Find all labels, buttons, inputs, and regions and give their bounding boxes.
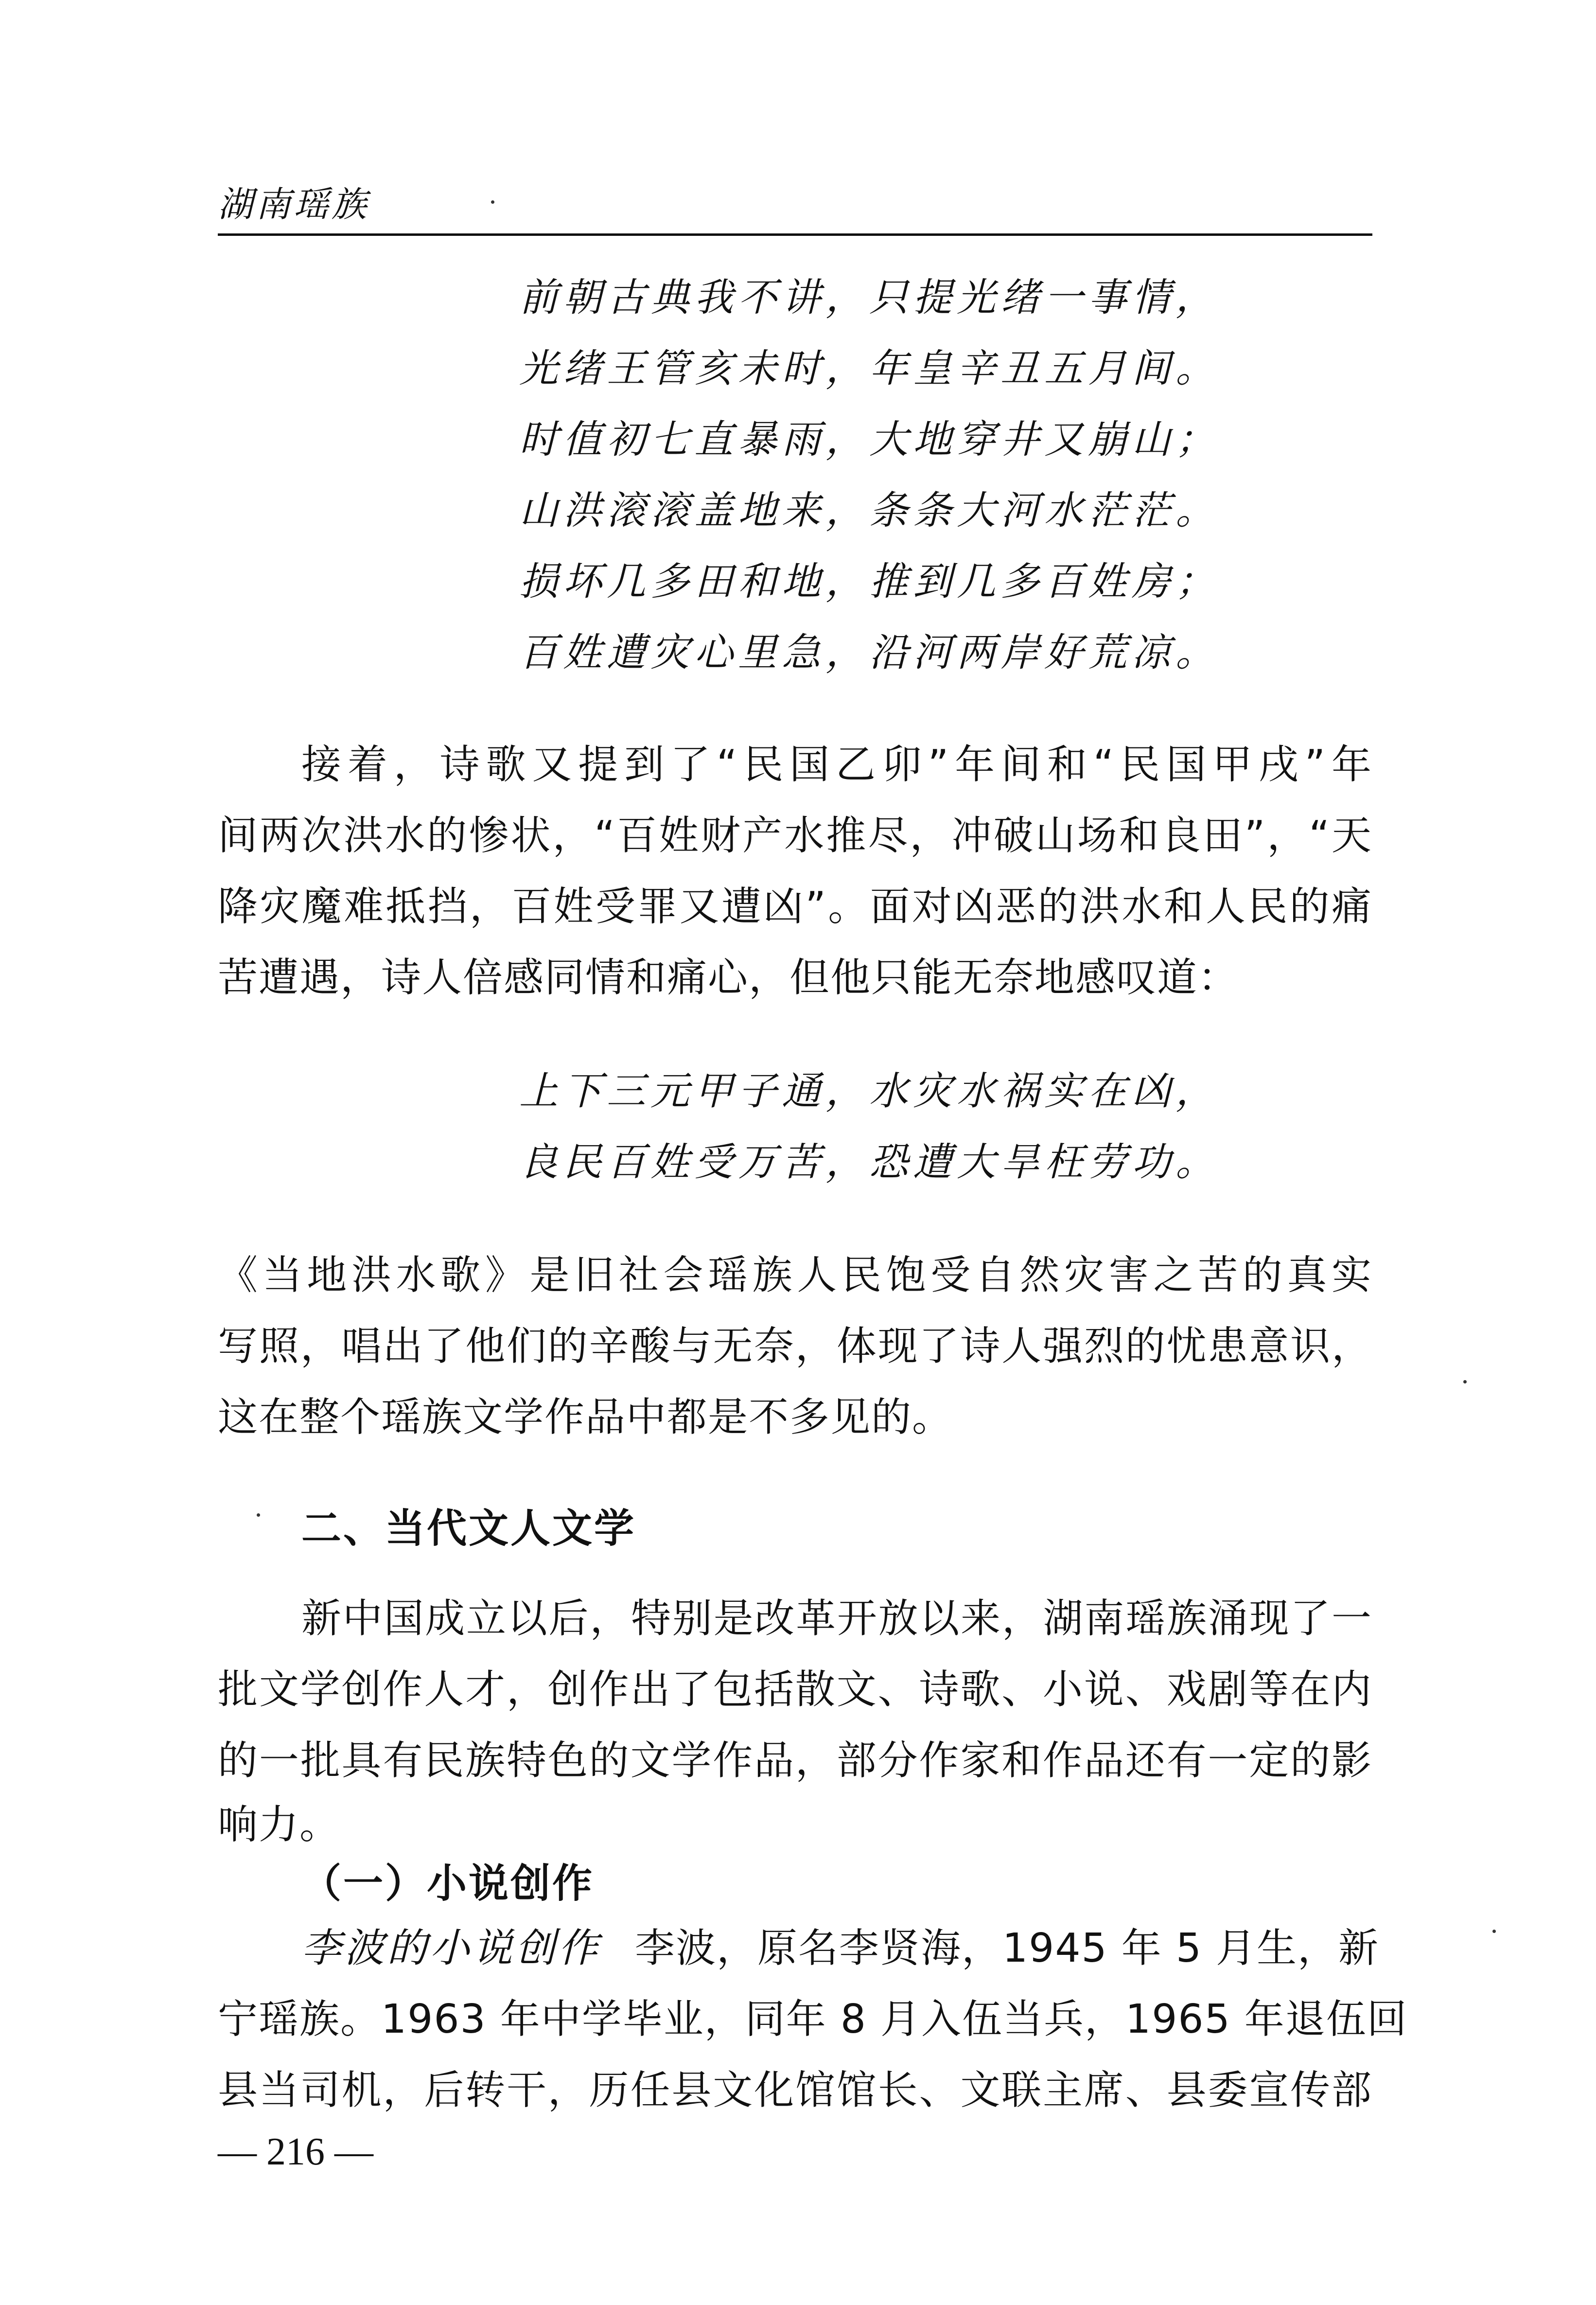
poem-line: 时值初七直暴雨，大地穿井又崩山； <box>519 417 1219 462</box>
paragraph-line: 宁瑶族。1963 年中学毕业，同年 8 月入伍当兵，1965 年退伍回 <box>218 1996 1408 2042</box>
poem-line: 前朝古典我不讲，只提光绪一事情， <box>519 275 1219 320</box>
header-rule <box>218 233 1372 236</box>
scan-speck <box>1463 1380 1467 1383</box>
scan-speck <box>491 200 494 204</box>
paragraph-line: 响力。 <box>218 1802 341 1848</box>
paragraph-first-line <box>301 1925 1380 1971</box>
paragraph-line: 县当司机，后转干，历任县文化馆馆长、文联主席、县委宣传部 <box>218 2067 1372 2113</box>
page-number: — 216 — <box>218 2130 373 2173</box>
scan-speck <box>257 1513 260 1517</box>
poem-line: 损坏几多田和地，推到几多百姓房； <box>519 559 1219 604</box>
paragraph-line: 《当地洪水歌》是旧社会瑶族人民饱受自然灾害之苦的真实 <box>218 1252 1372 1298</box>
scan-speck <box>1492 1930 1496 1933</box>
paragraph-line: 苦遭遇，诗人倍感同情和痛心，但他只能无奈地感叹道： <box>218 955 1239 1001</box>
poem-line: 光绪王管亥未时，年皇辛丑五月间。 <box>519 346 1219 391</box>
paragraph-line: 写照，唱出了他们的辛酸与无奈，体现了诗人强烈的忧患意识， <box>218 1323 1372 1369</box>
paragraph-line: 降灾魔难抵挡，百姓受罪又遭凶”。面对凶恶的洪水和人民的痛 <box>218 884 1372 930</box>
paragraph-line: 这在整个瑶族文学作品中都是不多见的。 <box>218 1394 953 1440</box>
paragraph-line: 的一批具有民族特色的文学作品，部分作家和作品还有一定的影 <box>218 1738 1372 1784</box>
subsection-heading: （一）小说创作 <box>301 1861 595 1907</box>
running-header-title: 湖南瑶族 <box>218 184 370 225</box>
paragraph-line: 间两次洪水的惨状，“百姓财产水推尽，冲破山场和良田”，“天 <box>218 813 1372 859</box>
runin-heading: 李波的小说创作 <box>301 1925 601 1971</box>
poem-line: 上下三元甲子通，水灾水祸实在凶， <box>519 1068 1219 1114</box>
paragraph-line: 新中国成立以后，特别是改革开放以来，湖南瑶族涌现了一 <box>301 1596 1372 1642</box>
poem-line: 良民百姓受万苦，恐遭大旱枉劳功。 <box>519 1139 1219 1185</box>
paragraph-line: 接着，诗歌又提到了“民国乙卯”年间和“民国甲戌”年 <box>301 742 1372 788</box>
poem-line: 百姓遭灾心里急，沿河两岸好荒凉。 <box>519 630 1219 675</box>
paragraph-line: 批文学创作人才，创作出了包括散文、诗歌、小说、戏剧等在内 <box>218 1667 1372 1713</box>
first-line-text: 李波，原名李贤海，1945 年 5 月生，新 <box>635 1925 1380 1971</box>
section-heading: 二、当代文人文学 <box>301 1506 636 1552</box>
poem-line: 山洪滚滚盖地来，条条大河水茫茫。 <box>519 488 1219 533</box>
